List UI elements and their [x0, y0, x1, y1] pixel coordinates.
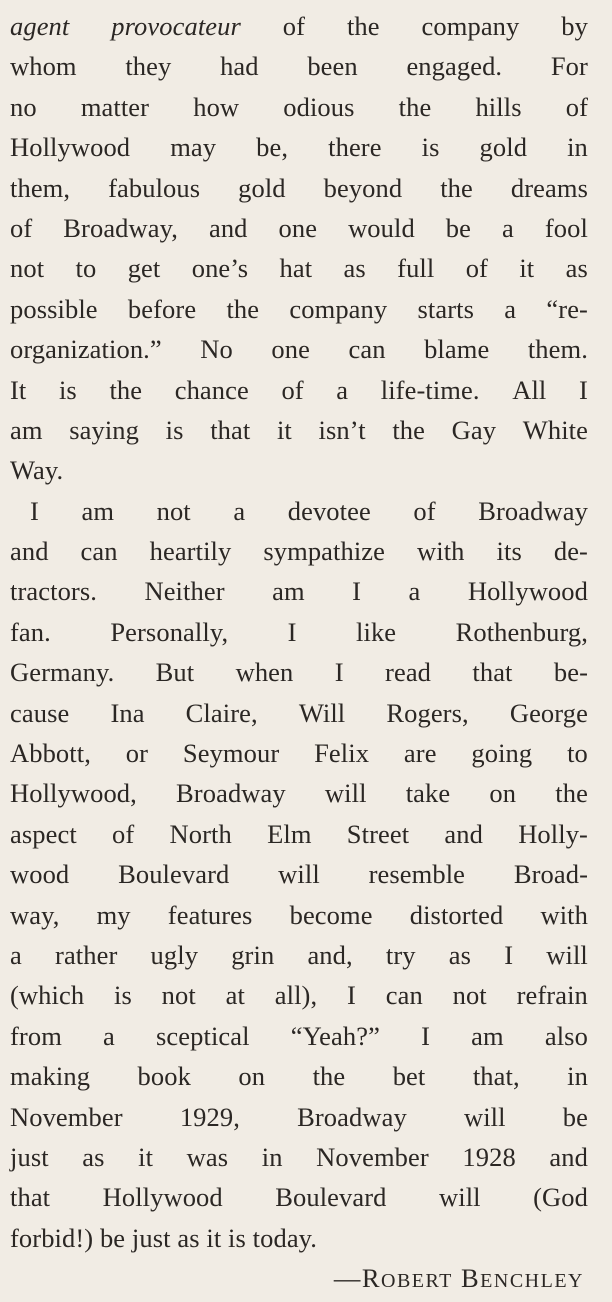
signature-first-rest: OBERT [381, 1270, 453, 1293]
text-word: provocateur [111, 11, 241, 41]
text-word: it [276, 414, 292, 445]
text-word: “re- [546, 293, 588, 324]
text-word: be, [256, 132, 289, 163]
text-word: the [398, 91, 432, 122]
text-word: as [565, 253, 588, 284]
signature-last-rest: ENCHLEY [480, 1270, 584, 1293]
text-line [0, 450, 612, 490]
text-word: Personally, [110, 616, 229, 647]
text-word: that [210, 414, 251, 445]
text-word: full [397, 253, 435, 284]
text-word: Broad- [513, 859, 588, 890]
text-word: of [112, 818, 135, 849]
text-word: For [550, 51, 588, 82]
text-word: Will [298, 697, 346, 728]
text-word: and [208, 212, 248, 243]
text-word: as [343, 253, 366, 284]
text-word: be [445, 212, 472, 243]
text-word: All [512, 374, 547, 405]
text-word: may [170, 132, 217, 163]
text-word: chance [174, 374, 249, 405]
text-word: just [131, 1222, 171, 1253]
text-word: Felix [314, 738, 370, 769]
text-word: that, [472, 1061, 520, 1092]
text-word: when [235, 657, 294, 688]
text-word: are [403, 738, 437, 769]
text-word: am [81, 495, 115, 526]
text-word: the [109, 374, 143, 405]
text-word: on [238, 1061, 266, 1092]
text-word: as [177, 1222, 200, 1253]
text-word: am [10, 414, 43, 445]
signature-last-initial: B [460, 1263, 481, 1294]
text-word: matter [80, 91, 150, 122]
text-word: will [324, 778, 367, 809]
text-word: features [167, 899, 253, 930]
text-word: “Yeah?” [290, 1020, 380, 1051]
text-word: is [165, 414, 184, 445]
text-word: they [125, 51, 172, 82]
text-word: whom [10, 51, 77, 82]
text-word: hills [475, 91, 522, 122]
text-word: gold [479, 132, 528, 163]
text-line [0, 531, 612, 571]
text-word: at [225, 980, 245, 1011]
text-word: can [348, 334, 386, 365]
text-word: will [546, 939, 588, 970]
text-line [0, 208, 612, 248]
text-word: distorted [409, 899, 504, 930]
text-word: (which [10, 980, 85, 1011]
text-word: 1929, [179, 1101, 240, 1132]
text-line [0, 895, 612, 935]
text-word: sympathize [263, 536, 386, 567]
text-line [0, 6, 612, 46]
text-word: Ina [110, 697, 145, 728]
text-word: way, [10, 899, 60, 930]
text-word: not [161, 980, 196, 1011]
text-word: Street [346, 818, 410, 849]
text-word: book [137, 1061, 191, 1092]
text-word: that [10, 1182, 51, 1213]
text-word: to [567, 738, 588, 769]
text-word: with [417, 536, 465, 567]
text-line [0, 248, 612, 288]
text-word: no [10, 91, 37, 122]
text-word: fool [544, 212, 588, 243]
text-word: not [156, 495, 191, 526]
text-word: is [113, 980, 132, 1011]
text-word: take [405, 778, 451, 809]
text-word: fan. [10, 616, 51, 647]
text-word: of [281, 374, 304, 405]
text-word: life-time. [380, 374, 480, 405]
text-word: its [496, 536, 522, 567]
text-word: fabulous [108, 172, 201, 203]
text-line [0, 46, 612, 86]
text-word: Rothenburg, [455, 616, 588, 647]
text-word: can [80, 536, 118, 567]
text-word: making [10, 1061, 91, 1092]
text-line [0, 370, 612, 410]
text-word: George [509, 697, 588, 728]
text-word: Way. [10, 455, 64, 486]
text-word: North [169, 818, 232, 849]
text-word: 1928 [462, 1141, 516, 1172]
text-word: I [287, 616, 297, 647]
text-word: of [413, 495, 436, 526]
text-word: before [127, 293, 197, 324]
text-word: November [316, 1141, 429, 1172]
text-word: can [385, 980, 423, 1011]
text-word: in [567, 132, 588, 163]
text-word: I [334, 657, 344, 688]
text-word: one [278, 212, 318, 243]
text-word: the [312, 1061, 346, 1092]
text-word: Gay [451, 414, 497, 445]
text-word: I [421, 1020, 431, 1051]
text-line [0, 491, 612, 531]
text-word: the [555, 778, 588, 809]
text-word: Broadway [478, 495, 588, 526]
text-word: them. [527, 334, 588, 365]
text-word: bet [392, 1061, 426, 1092]
text-word: tractors. [10, 576, 97, 607]
text-word: as [82, 1141, 105, 1172]
text-line [0, 1177, 612, 1217]
text-word: hat [279, 253, 313, 284]
text-word: had [220, 51, 259, 82]
text-line [0, 935, 612, 975]
text-word: all), [274, 980, 318, 1011]
text-word: from [10, 1020, 62, 1051]
text-word: gold [238, 172, 286, 203]
text-word: rather [55, 939, 118, 970]
text-word: Broadway [297, 1101, 407, 1132]
text-word: ugly [150, 939, 199, 970]
text-word: and [549, 1141, 588, 1172]
text-word: that [472, 657, 513, 688]
text-word: Seymour [182, 738, 280, 769]
text-word: also [544, 1020, 588, 1051]
text-word: and [444, 818, 483, 849]
text-word: it [206, 1222, 222, 1253]
text-word: possible [10, 293, 98, 324]
text-word: Broadway [176, 778, 286, 809]
text-word: am [272, 576, 305, 607]
text-line [0, 168, 612, 208]
text-word: company [421, 11, 520, 41]
text-word: be- [553, 657, 588, 688]
text-word: the [346, 11, 380, 41]
text-line [0, 329, 612, 369]
text-word: with [540, 899, 588, 930]
text-word: the [440, 172, 473, 203]
text-word: blame [424, 334, 490, 365]
text-line [0, 87, 612, 127]
text-word: I [578, 374, 588, 405]
author-signature [0, 1258, 612, 1298]
text-word: saying [69, 414, 140, 445]
text-line [0, 1137, 612, 1177]
text-word: grin [231, 939, 275, 970]
text-word: today. [252, 1222, 318, 1253]
text-word: is [58, 374, 77, 405]
text-word: just [10, 1141, 49, 1172]
text-word: company [289, 293, 388, 324]
text-word: I [30, 495, 39, 526]
text-word: cause [10, 697, 70, 728]
text-word: starts [417, 293, 475, 324]
text-word: going [471, 738, 533, 769]
text-line [0, 1097, 612, 1137]
text-word: be [562, 1101, 588, 1132]
text-word: as [448, 939, 472, 970]
text-word: in [261, 1141, 283, 1172]
text-word: of [10, 212, 33, 243]
text-word: odious [283, 91, 355, 122]
text-word: Neither [144, 576, 225, 607]
text-line [0, 289, 612, 329]
text-line [0, 410, 612, 450]
text-word: or [125, 738, 149, 769]
text-word: Claire, [185, 697, 258, 728]
text-word: isn’t [318, 414, 366, 445]
text-line [0, 814, 612, 854]
text-word: get [127, 253, 161, 284]
text-word: Holly- [518, 818, 588, 849]
text-word: how [193, 91, 240, 122]
text-word: aspect [10, 818, 77, 849]
text-word: on [489, 778, 517, 809]
text-word: will [439, 1182, 481, 1213]
text-line [0, 612, 612, 652]
text-word: been [307, 51, 358, 82]
text-word: try [385, 939, 416, 970]
text-word: it [138, 1141, 154, 1172]
text-word: sceptical [156, 1020, 250, 1051]
text-word: de- [553, 536, 588, 567]
text-word: No [200, 334, 233, 365]
signature-dash: — [333, 1263, 362, 1294]
text-word: my [96, 899, 131, 930]
text-word: White [522, 414, 588, 445]
text-word: was [186, 1141, 229, 1172]
text-word: I [504, 939, 514, 970]
text-word: will [463, 1101, 506, 1132]
text-word: beyond [323, 172, 403, 203]
text-word: of [565, 91, 588, 122]
text-word: become [289, 899, 373, 930]
text-word: a [233, 495, 246, 526]
text-word: will [278, 859, 320, 890]
text-word: forbid!) [10, 1222, 94, 1253]
text-word: agent [10, 11, 70, 41]
text-word: a [103, 1020, 115, 1051]
text-word: would [348, 212, 415, 243]
text-word: November [10, 1101, 123, 1132]
text-word: devotee [287, 495, 371, 526]
text-word: But [155, 657, 195, 688]
text-word: a [336, 374, 349, 405]
text-word: in [567, 1061, 588, 1092]
text-word: Hollywood [467, 576, 588, 607]
text-word: Hollywood [10, 132, 131, 163]
text-word: the [226, 293, 260, 324]
text-line [0, 1056, 612, 1096]
text-word: is [228, 1222, 246, 1253]
text-word: Abbott, [10, 738, 91, 769]
text-word: is [421, 132, 440, 163]
text-word: Boulevard [118, 859, 230, 890]
text-word: of [282, 11, 306, 41]
text-word: like [356, 616, 397, 647]
signature-first-initial: R [361, 1263, 381, 1294]
text-word: refrain [516, 980, 588, 1011]
text-word: Hollywood, [10, 778, 137, 809]
text-line [0, 854, 612, 894]
text-line [0, 571, 612, 611]
text-line [0, 1218, 612, 1258]
text-word: be [99, 1222, 126, 1253]
text-word: one’s [191, 253, 249, 284]
text-word: not [452, 980, 487, 1011]
text-word: a [502, 212, 514, 243]
text-word: resemble [368, 859, 466, 890]
text-word: not [10, 253, 45, 284]
text-word: Broadway, [63, 212, 178, 243]
text-word: and [10, 536, 49, 567]
text-word: Rogers, [386, 697, 469, 728]
text-word: the [392, 414, 426, 445]
text-word: Hollywood [102, 1182, 223, 1213]
text-line [0, 693, 612, 733]
text-line [0, 773, 612, 813]
text-word: dreams [510, 172, 588, 203]
text-word: one [271, 334, 310, 365]
text-word: a [10, 939, 22, 970]
text-word: wood [10, 859, 70, 890]
text-line [0, 1016, 612, 1056]
text-word: organization.” [10, 334, 162, 365]
text-word: am [471, 1020, 504, 1051]
text-word: I [347, 980, 356, 1011]
text-line [0, 733, 612, 773]
text-word: engaged. [406, 51, 503, 82]
text-word: Boulevard [275, 1182, 387, 1213]
text-word: Elm [267, 818, 312, 849]
text-line [0, 975, 612, 1015]
text-word: them, [10, 172, 71, 203]
text-word: Germany. [10, 657, 115, 688]
text-word: a [504, 293, 517, 324]
text-word: there [328, 132, 382, 163]
text-word: (God [533, 1182, 588, 1213]
text-line [0, 127, 612, 167]
text-word: of [465, 253, 488, 284]
text-word: heartily [149, 536, 232, 567]
text-word: a [408, 576, 421, 607]
article-body [0, 6, 612, 1258]
text-word: and, [307, 939, 353, 970]
text-word: by [561, 11, 588, 41]
text-word: I [352, 576, 362, 607]
text-word: it [519, 253, 535, 284]
text-word: to [75, 253, 97, 284]
text-word: It [10, 374, 27, 405]
text-word: read [385, 657, 432, 688]
text-line [0, 652, 612, 692]
